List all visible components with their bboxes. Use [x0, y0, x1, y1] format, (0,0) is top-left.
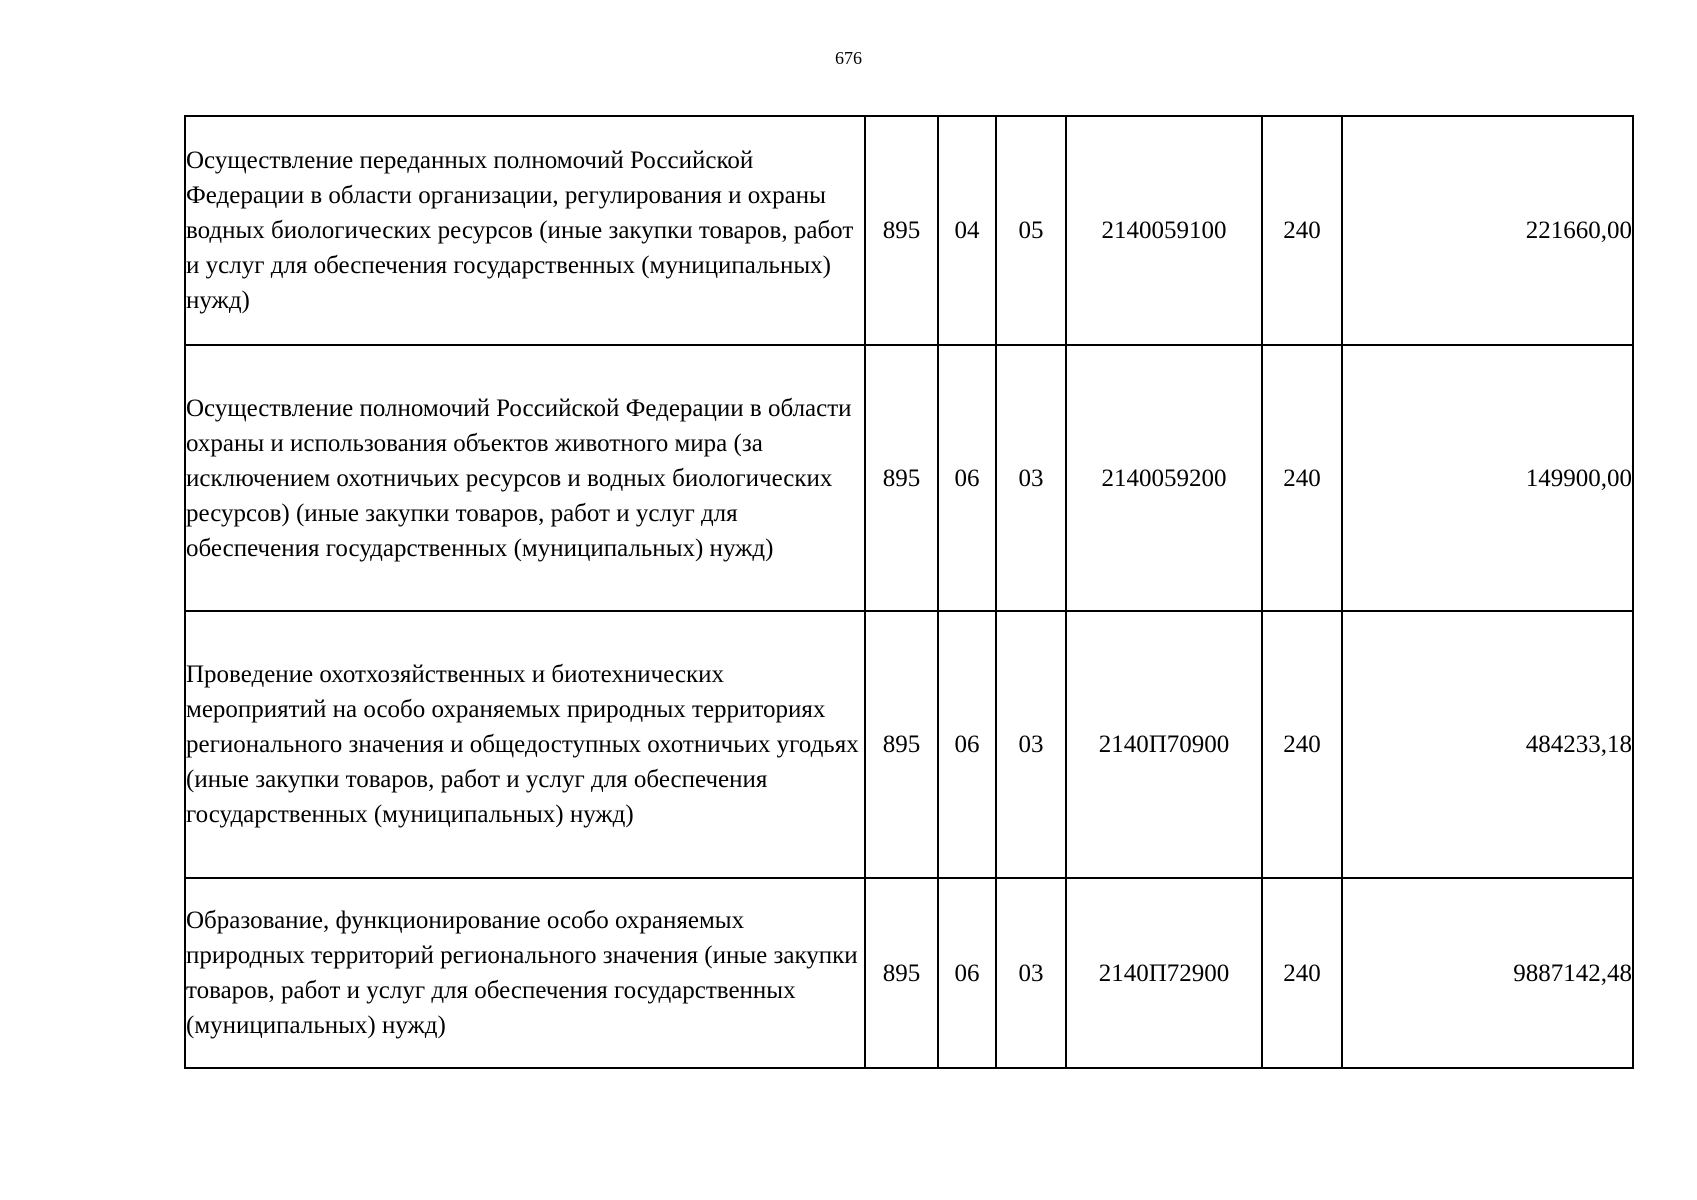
- page-number: 676: [835, 48, 862, 68]
- expense-type-code: 240: [1262, 116, 1342, 345]
- section-code: 04: [938, 116, 996, 345]
- target-article-code: 2140П72900: [1066, 878, 1262, 1068]
- row-description: Образование, функционирование особо охраняемых природных территорий регионального значения (иные закупки товаров, работ и услуг для обеспечения государственных (муниципальных) нужд): [185, 878, 865, 1068]
- subsection-code: 05: [996, 116, 1066, 345]
- target-article-code: 2140П70900: [1066, 611, 1262, 878]
- section-code: 06: [938, 878, 996, 1068]
- row-description: Проведение охотхозяйственных и биотехнических мероприятий на особо охраняемых природных территориях регионального значения и общедоступных охотничьих угодьях (иные закупки товаров, работ и услуг для обеспечения государственных (муниципальных) нужд): [185, 611, 865, 878]
- expense-type-code: 240: [1262, 345, 1342, 611]
- ministry-code: 895: [865, 345, 938, 611]
- section-code: 06: [938, 345, 996, 611]
- row-description: Осуществление полномочий Российской Федерации в области охраны и использования объектов животного мира (за исключением охотничьих ресурсов и водных биологических ресурсов) (иные закупки товаров, работ и услуг для обеспечения государственных (муниципальных) нужд): [185, 345, 865, 611]
- expense-type-code: 240: [1262, 878, 1342, 1068]
- budget-table: [184, 115, 1634, 1069]
- table-row: [185, 878, 1633, 1068]
- section-code: 06: [938, 611, 996, 878]
- row-description: Осуществление переданных полномочий Российской Федерации в области организации, регулирования и охраны водных биологических ресурсов (иные закупки товаров, работ и услуг для обеспечения государственных (муниципальных) нужд): [185, 116, 865, 345]
- ministry-code: 895: [865, 878, 938, 1068]
- target-article-code: 2140059100: [1066, 116, 1262, 345]
- ministry-code: 895: [865, 611, 938, 878]
- subsection-code: 03: [996, 345, 1066, 611]
- expense-type-code: 240: [1262, 611, 1342, 878]
- table-row: [185, 116, 1633, 345]
- amount-value: 149900,00: [1342, 345, 1633, 611]
- ministry-code: 895: [865, 116, 938, 345]
- target-article-code: 2140059200: [1066, 345, 1262, 611]
- subsection-code: 03: [996, 611, 1066, 878]
- amount-value: 9887142,48: [1342, 878, 1633, 1068]
- amount-value: 484233,18: [1342, 611, 1633, 878]
- table-row: [185, 611, 1633, 878]
- amount-value: 221660,00: [1342, 116, 1633, 345]
- table-row: [185, 345, 1633, 611]
- subsection-code: 03: [996, 878, 1066, 1068]
